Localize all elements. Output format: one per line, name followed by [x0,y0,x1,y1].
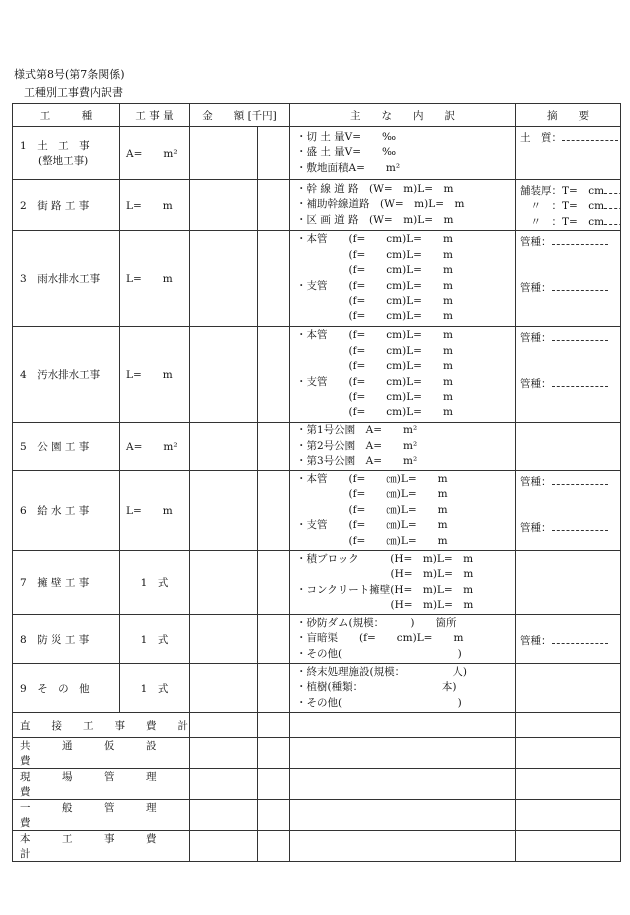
qty-cell: L= m [120,180,190,231]
remark-blank [552,329,608,341]
remark-spacer [516,248,620,263]
breakdown-line: ・盛 土 量V= ‰ [296,146,397,159]
breakdown-line: ・区 画 道 路 (W= m)L= m [296,213,454,226]
table-row [13,615,621,664]
remark-label: 管種： [520,635,552,648]
breakdown-line: ・敷地面積A= m² [296,161,401,174]
qty-cell: 1 式 [120,551,190,615]
remark-blank [552,519,608,531]
qty-cell: A= m² [120,423,190,471]
total-amount-cell [190,738,258,769]
remark-line [516,375,620,390]
table-totals [13,713,621,862]
total-label: 直 接 工 事 費 計 [13,713,190,738]
remark-label: 土 質： [520,132,562,144]
remark-line [516,632,620,647]
row-number: 8 [20,633,27,646]
remark-label: 〃 ：T= cm [520,215,605,228]
remarks-cell [516,127,621,180]
remark-line [516,233,620,248]
table-body [13,127,621,713]
table-row [13,423,621,471]
breakdown-cell [290,327,516,423]
table-row [13,231,621,327]
total-label: 本 工 事 費 計 [13,831,190,862]
work-subname: (整地工事) [38,155,89,167]
work-cell [13,615,120,664]
total-row [13,738,621,769]
table-row [13,551,621,615]
total-breakdown-cell [290,713,516,738]
remark-line [516,213,620,228]
total-row [13,713,621,738]
remark-blank [552,279,608,291]
amount-fraction-cell [258,327,290,423]
total-amount-fraction-cell [258,713,290,738]
work-cell [13,664,120,713]
col-header-amount: 金 額 [千円] [190,104,290,127]
work-cell [13,471,120,551]
remark-label: 管種： [520,236,552,248]
work-name: 防 災 工 事 [37,633,90,646]
work-name: 街 路 工 事 [37,199,90,212]
total-breakdown-cell [290,800,516,831]
amount-cell [190,615,258,664]
breakdown-line: ・第3号公園 A= m² [296,455,418,468]
total-amount-cell [190,800,258,831]
remarks-cell [516,551,621,615]
remark-label: 舗装厚：T= cm [520,185,605,197]
breakdown-line: ・切 土 量V= ‰ [296,130,397,143]
breakdown-line: ・支管 (f= ㎝)L= m [296,519,448,532]
breakdown-line: (f= cm)L= m [296,310,453,323]
col-header-remarks: 摘 要 [516,104,621,127]
amount-cell [190,551,258,615]
breakdown-line: ・支管 (f= cm)L= m [296,279,453,292]
total-label: 現 場 管 理 費 [13,769,190,800]
breakdown-line: ・幹 線 道 路 (W= m)L= m [296,182,454,195]
remark-spacer [516,504,620,519]
row-number: 1 [20,140,27,152]
remarks-cell [516,423,621,471]
total-breakdown-cell [290,831,516,862]
work-name: 公 園 工 事 [37,441,90,453]
work-name: 擁 壁 工 事 [37,577,90,589]
breakdown-cell [290,127,516,180]
remark-line [516,197,620,212]
breakdown-cell [290,471,516,551]
amount-cell [190,327,258,423]
total-breakdown-cell [290,769,516,800]
table-row [13,471,621,551]
total-breakdown-cell [290,738,516,769]
amount-fraction-cell [258,180,290,231]
breakdown-line: (f= cm)L= m [296,406,453,419]
remark-line [516,129,620,144]
work-name: 雨水排水工事 [37,273,101,285]
breakdown-line: (f= cm)L= m [296,360,453,373]
remark-line [516,329,620,344]
work-name: 土 工 事 [37,140,90,152]
breakdown-line: (f= ㎝)L= m [296,503,448,516]
row-number: 2 [20,199,27,212]
remark-label: 管種： [520,522,552,535]
remark-line [516,279,620,294]
remark-blank [552,233,608,245]
breakdown-line: ・その他( ) [296,647,462,660]
work-name: 汚水排水工事 [37,369,101,381]
breakdown-line: ・積ブロック (H= m)L= m [296,552,474,565]
remark-blank [552,375,608,387]
table-row [13,180,621,231]
remark-blank [604,197,620,209]
remark-label: 管種： [520,332,552,344]
breakdown-line: (f= cm)L= m [296,264,453,277]
breakdown-line: (f= ㎝)L= m [296,488,448,501]
remark-line [516,519,620,534]
work-cell [13,231,120,327]
amount-cell [190,664,258,713]
remarks-cell [516,180,621,231]
breakdown-line: ・砂防ダム(規模： ) 箇所 [296,616,457,629]
amount-cell [190,423,258,471]
breakdown-line: (f= ㎝)L= m [296,534,448,547]
amount-fraction-cell [258,471,290,551]
breakdown-line: (f= cm)L= m [296,248,453,261]
remark-label: 管種： [520,476,552,488]
breakdown-line: ・その他( ) [296,696,462,709]
remark-blank [562,129,618,141]
work-cell [13,423,120,471]
work-cell [13,180,120,231]
amount-cell [190,471,258,551]
amount-fraction-cell [258,551,290,615]
remark-label: 管種： [520,378,552,391]
breakdown-line: ・補助幹線道路 (W= m)L= m [296,198,465,211]
total-label: 一 般 管 理 費 [13,800,190,831]
breakdown-cell [290,231,516,327]
remark-spacer [516,264,620,279]
remark-line [516,473,620,488]
total-remarks-cell [516,769,621,800]
breakdown-line: (f= cm)L= m [296,294,453,307]
remark-spacer [516,360,620,375]
amount-fraction-cell [258,664,290,713]
table-row [13,127,621,180]
total-amount-cell [190,713,258,738]
remark-spacer [516,617,620,632]
amount-fraction-cell [258,127,290,180]
total-amount-fraction-cell [258,800,290,831]
breakdown-line: ・終末処理施設(規模： 人) [296,665,467,678]
remark-spacer [516,344,620,359]
total-amount-cell [190,831,258,862]
form-number: 様式第8号(第7条関係) [14,68,125,81]
breakdown-line: (f= cm)L= m [296,390,453,403]
row-number: 4 [20,369,27,381]
work-cell [13,551,120,615]
breakdown-cell [290,180,516,231]
amount-fraction-cell [258,231,290,327]
qty-cell: 1 式 [120,615,190,664]
breakdown-line: ・盲暗渠 (f= cm)L= m [296,632,464,645]
breakdown-line: ・コンクリート擁壁(H= m)L= m [296,583,474,596]
amount-cell [190,127,258,180]
row-number: 3 [20,273,27,285]
remark-line [516,182,620,197]
work-name: そ の 他 [37,682,90,695]
breakdown-cell [290,551,516,615]
breakdown-line: ・本管 (f= cm)L= m [296,329,453,342]
remarks-cell [516,664,621,713]
total-row [13,769,621,800]
remark-blank [552,473,608,485]
remarks-cell [516,471,621,551]
amount-fraction-cell [258,615,290,664]
col-header-qty: 工 事 量 [120,104,190,127]
qty-cell: L= m [120,231,190,327]
remark-blank [552,632,608,644]
table-header-row [13,104,621,127]
work-cell [13,327,120,423]
breakdown-line: ・第1号公園 A= m² [296,424,418,437]
col-header-breakdown: 主 な 内 訳 [290,104,516,127]
qty-cell: A= m² [120,127,190,180]
remarks-cell [516,231,621,327]
amount-cell [190,180,258,231]
total-amount-cell [190,769,258,800]
remark-label: 管種： [520,282,552,295]
total-label: 共 通 仮 設 費 [13,738,190,769]
cost-breakdown-table [12,103,621,862]
total-row [13,831,621,862]
remarks-cell [516,327,621,423]
breakdown-cell [290,423,516,471]
qty-cell: 1 式 [120,664,190,713]
remark-blank [604,213,620,225]
breakdown-line: ・本管 (f= cm)L= m [296,233,453,246]
col-header-work: 工 種 [13,104,120,127]
total-remarks-cell [516,713,621,738]
remark-label: 〃 ：T= cm [520,200,605,213]
row-number: 9 [20,682,27,695]
breakdown-cell [290,615,516,664]
row-number: 5 [20,441,27,453]
table-row [13,327,621,423]
qty-cell: L= m [120,471,190,551]
table-row [13,664,621,713]
total-remarks-cell [516,800,621,831]
qty-cell: L= m [120,327,190,423]
breakdown-line: ・第2号公園 A= m² [296,439,418,452]
remarks-cell [516,615,621,664]
total-remarks-cell [516,831,621,862]
total-row [13,800,621,831]
breakdown-line: (H= m)L= m [296,598,474,611]
remark-blank [604,182,620,194]
work-name: 給 水 工 事 [37,505,90,517]
document-title: 工種別工事費内訳書 [24,86,123,99]
breakdown-line: (f= cm)L= m [296,344,453,357]
total-amount-fraction-cell [258,738,290,769]
row-number: 7 [20,577,27,589]
work-cell [13,127,120,180]
remark-spacer [516,488,620,503]
total-amount-fraction-cell [258,831,290,862]
breakdown-line: ・本管 (f= ㎝)L= m [296,473,448,486]
breakdown-cell [290,664,516,713]
row-number: 6 [20,505,27,517]
breakdown-line: ・支管 (f= cm)L= m [296,375,453,388]
breakdown-line: (H= m)L= m [296,568,474,581]
amount-fraction-cell [258,423,290,471]
total-remarks-cell [516,738,621,769]
amount-cell [190,231,258,327]
total-amount-fraction-cell [258,769,290,800]
breakdown-line: ・植樹(種類： 本) [296,681,457,694]
